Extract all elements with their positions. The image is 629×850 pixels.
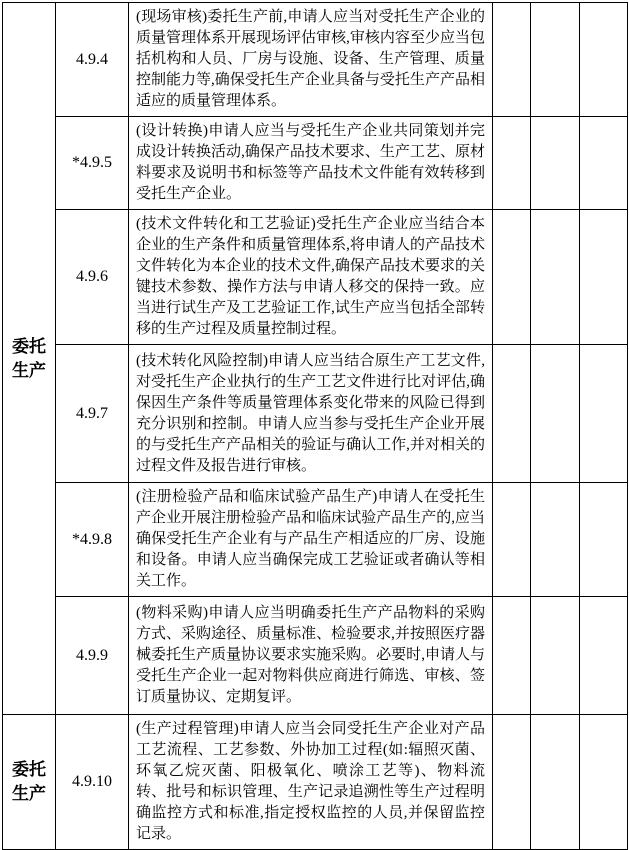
requirement-text: (现场审核)委托生产前,申请人应当对受托生产企业的质量管理体系开展现场评估审核,审核内容至少应当包括机构和人员、厂房与设施、设备、生产管理、质量控制能力等,确保受托生产企业具备与受托生产产品相适应的质量管理体系。 [129, 3, 493, 117]
check-cell [531, 210, 580, 345]
check-cell [531, 3, 580, 117]
item-number: 4.9.9 [56, 597, 129, 715]
check-cell [493, 210, 531, 345]
check-cell [493, 117, 531, 210]
check-cell [580, 483, 628, 597]
item-number: 4.9.10 [56, 715, 129, 850]
check-cell [493, 3, 531, 117]
check-cell [531, 117, 580, 210]
requirement-text: (物料采购)申请人应当明确委托生产产品物料的采购方式、采购途径、质量标准、检验要求,并按照医疗器械委托生产质量协议要求实施采购。必要时,申请人与受托生产企业一起对物料供应商进行筛选、审核、签订质量协议、定期复评。 [129, 597, 493, 715]
check-cell [531, 345, 580, 483]
check-cell [580, 715, 628, 850]
requirement-text: (设计转换)申请人应当与受托生产企业共同策划并完成设计转换活动,确保产品技术要求、生产工艺、原材料要求及说明书和标签等产品技术文件能有效转移到受托生产企业。 [129, 117, 493, 210]
table-row [3, 597, 628, 715]
table-row [3, 210, 628, 345]
check-cell [493, 483, 531, 597]
item-number: 4.9.4 [56, 3, 129, 117]
table-row [3, 483, 628, 597]
requirement-text: (注册检验产品和临床试验产品生产)申请人在受托生产企业开展注册检验产品和临床试验产品生产的,应当确保受托生产企业有与产品生产相适应的厂房、设施和设备。申请人应当确保完成工艺验证或者确认等相关工作。 [129, 483, 493, 597]
category-cell-weituo-shengchan: 委托生产 [3, 715, 56, 850]
requirement-text: (技术文件转化和工艺验证)受托生产企业应当结合本企业的生产条件和质量管理体系,将申请人的产品技术文件转化为本企业的技术文件,确保产品技术要求的关键技术参数、操作方法与申请人移交的保持一致。应当进行试生产及工艺验证工作,试生产应当包括全部转移的生产过程及质量控制过程。 [129, 210, 493, 345]
check-cell [493, 715, 531, 850]
category-cell-weituo-shengchan: 委托生产 [3, 3, 56, 715]
requirement-text: (生产过程管理)申请人应当会同受托生产企业对产品工艺流程、工艺参数、外协加工过程(如:辐照灭菌、环氧乙烷灭菌、阳极氧化、喷涂工艺等)、物料流转、批号和标识管理、生产记录追溯性等生产过程明确监控方式和标准,指定授权监控的人员,并保留监控记录。 [129, 715, 493, 850]
check-cell [531, 715, 580, 850]
table-row [3, 117, 628, 210]
item-number: *4.9.5 [56, 117, 129, 210]
table-row [3, 715, 628, 850]
check-cell [580, 210, 628, 345]
table-row [3, 3, 628, 117]
check-cell [531, 597, 580, 715]
check-cell [493, 597, 531, 715]
check-cell [531, 483, 580, 597]
check-cell [580, 345, 628, 483]
audit-checklist-table [2, 2, 628, 850]
requirement-text: (技术转化风险控制)申请人应当结合原生产工艺文件,对受托生产企业执行的生产工艺文件进行比对评估,确保因生产条件等质量管理体系变化带来的风险已得到充分识别和控制。申请人应当参与受托生产企业开展的与受托生产产品相关的验证与确认工作,并对相关的过程文件及报告进行审核。 [129, 345, 493, 483]
item-number: *4.9.8 [56, 483, 129, 597]
item-number: 4.9.7 [56, 345, 129, 483]
check-cell [580, 3, 628, 117]
item-number: 4.9.6 [56, 210, 129, 345]
check-cell [493, 345, 531, 483]
table-row [3, 345, 628, 483]
check-cell [580, 117, 628, 210]
check-cell [580, 597, 628, 715]
